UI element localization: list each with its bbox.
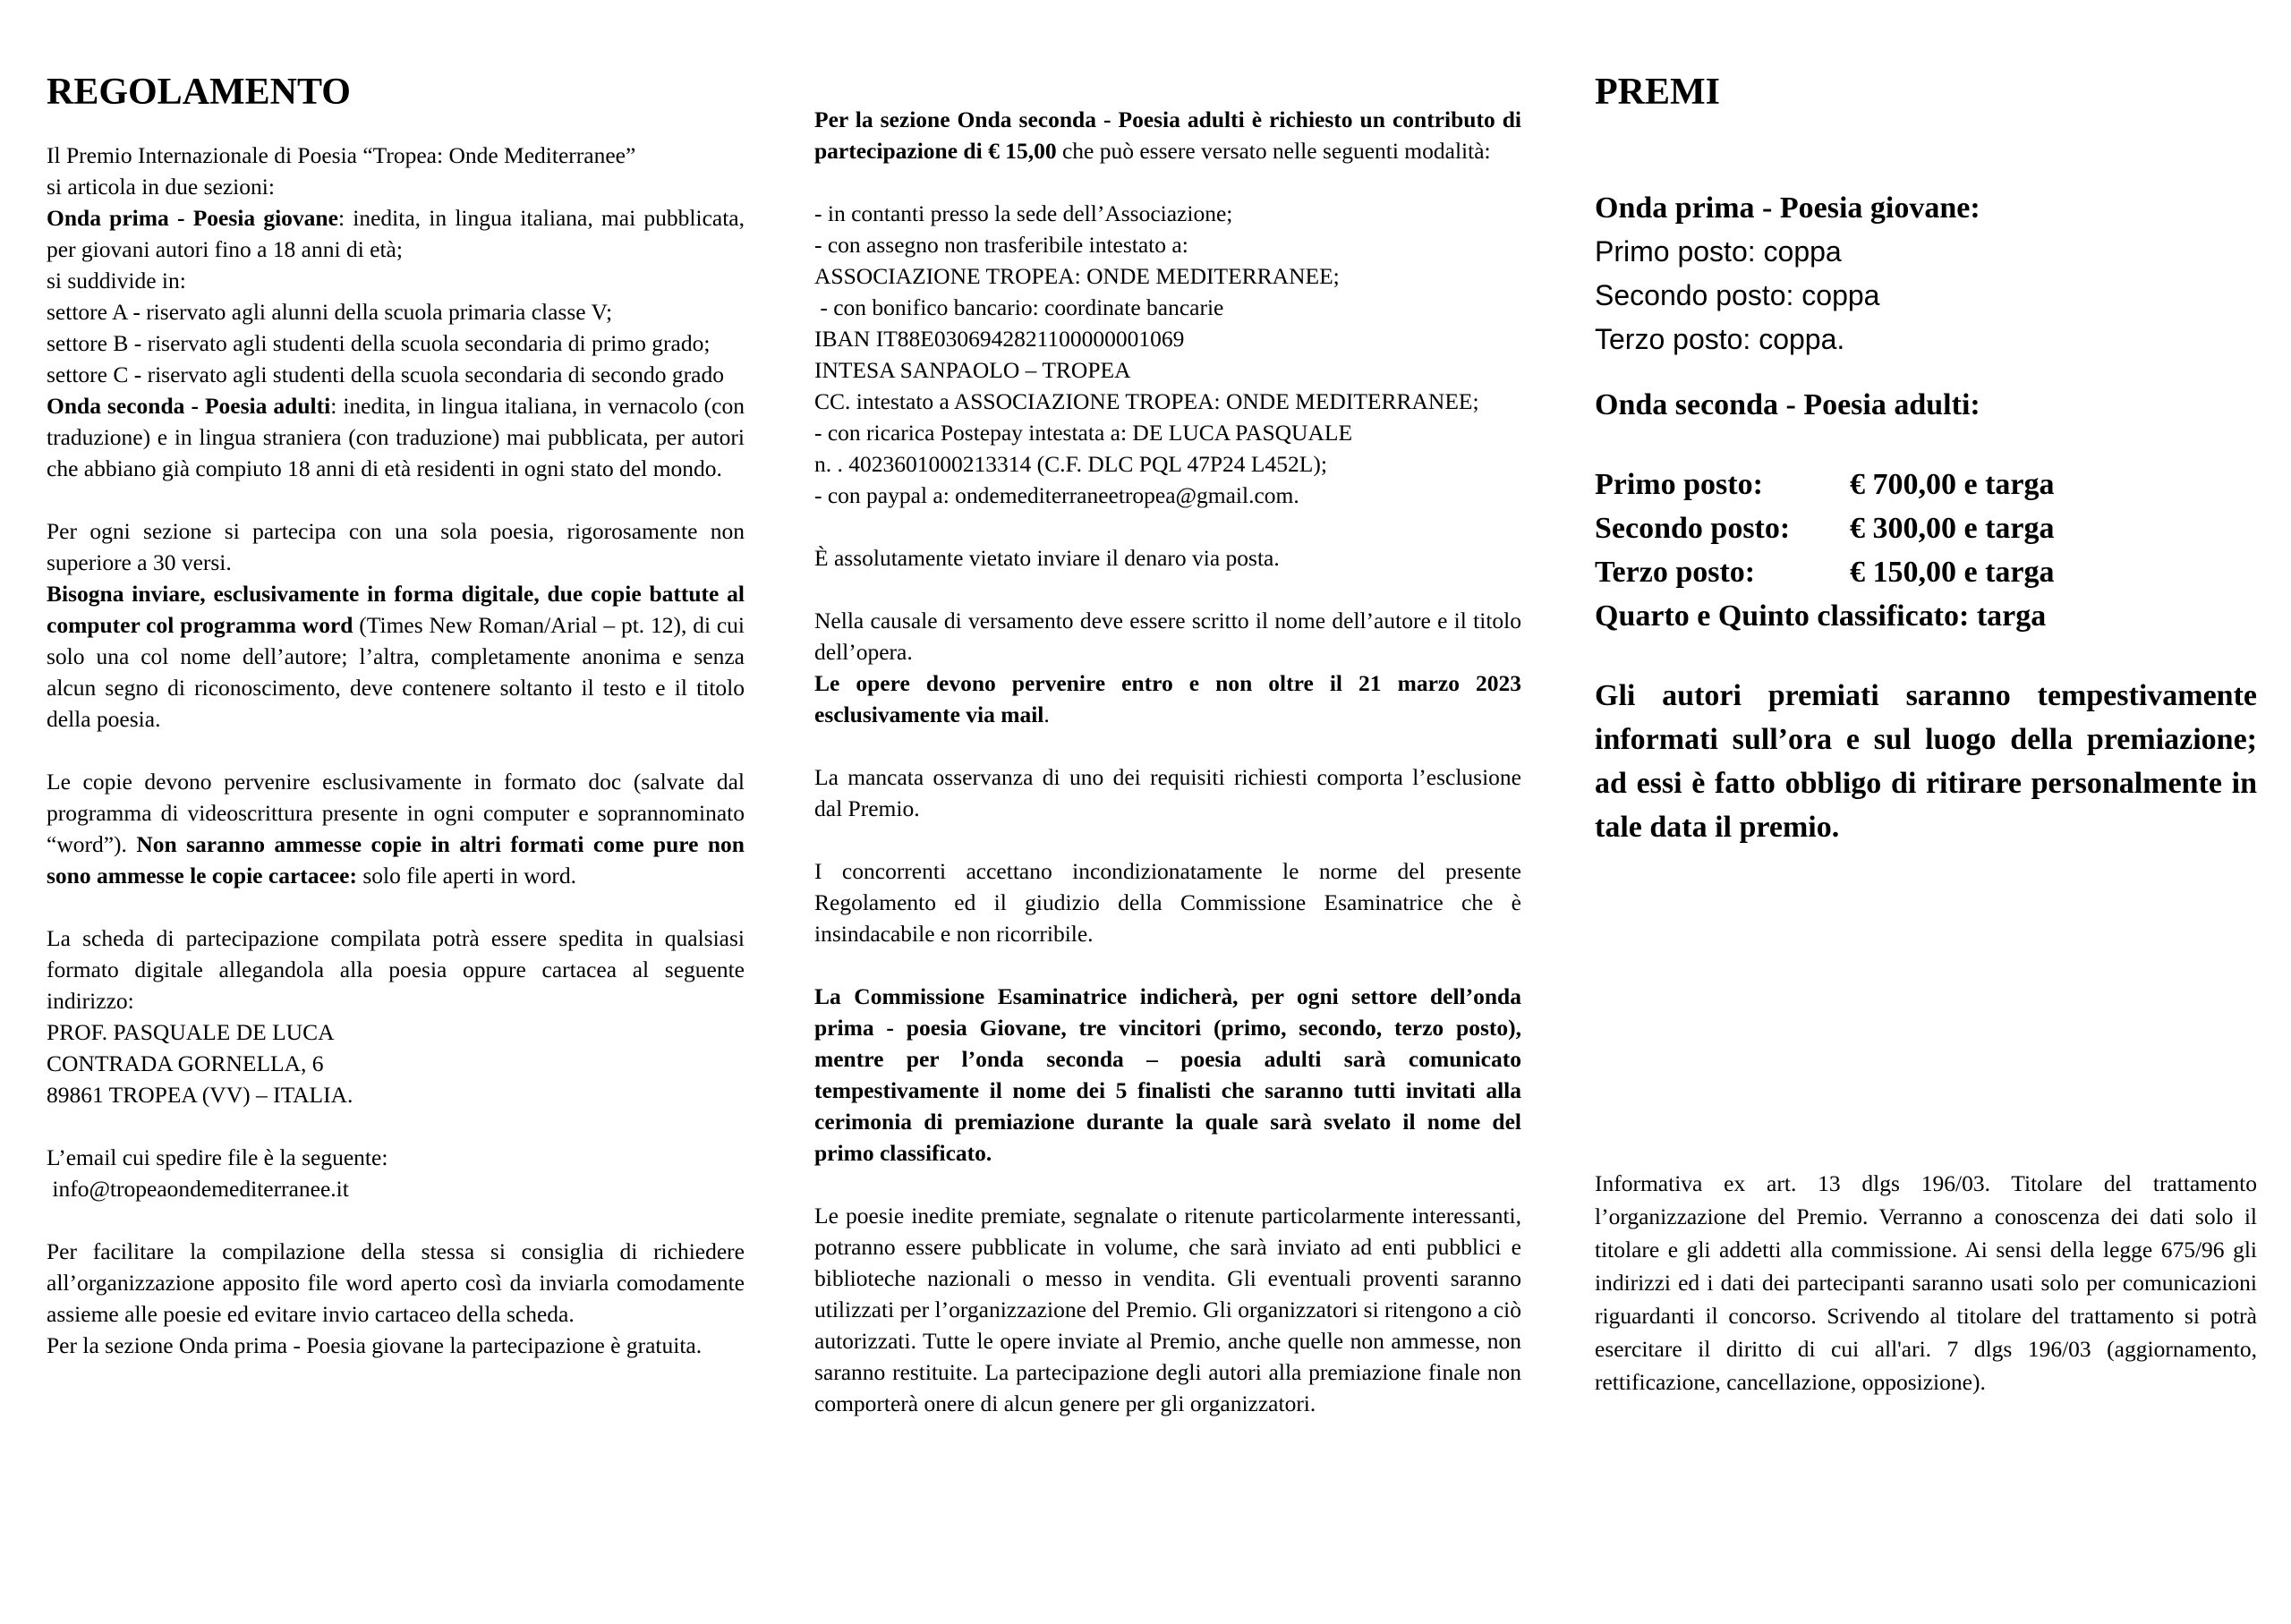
address-line-1: PROF. PASQUALE DE LUCA <box>47 1019 335 1045</box>
fee-paragraph <box>814 104 1521 166</box>
regolamento-column <box>47 70 745 1361</box>
premi-title: PREMI <box>1595 72 1720 113</box>
ceremony-notice: Gli autori premiati saranno tempestivamente informati sull’ora e sul luogo della premiazione; ad essi è fatto obbligo di ritirare personalmente in tale data il premio. <box>1595 679 2257 844</box>
deadline-end: . <box>1043 701 1050 727</box>
acceptance-rule: I concorrenti accettano incondizionatamente le norme del presente Regolamento ed il giudizio della Commissione Esaminatrice che è insindacabile e non ricorribile. <box>814 858 1521 947</box>
payment-iban: IBAN IT88E0306942821100000001069 <box>814 326 1185 352</box>
payment-causal-rule: Nella causale di versamento deve essere scritto il nome dell’autore e il titolo dell’opera. <box>814 608 1521 665</box>
single-poem-rule: Per ogni sezione si partecipa con una sola poesia, rigorosamente non superiore a 30 versi. <box>47 518 745 575</box>
form-submission-text: La scheda di partecipazione compilata potrà essere spedita in qualsiasi formato digitale allegandola alla poesia oppure cartacea al seguente indirizzo: <box>47 925 745 1014</box>
payment-account-holder: CC. intestato a ASSOCIAZIONE TROPEA: ONDE MEDITERRANEE; <box>814 388 1479 414</box>
exclusion-rule: La mancata osservanza di uno dei requisiti richiesti comporta l’esclusione dal Premio. <box>814 764 1521 821</box>
settore-a: settore A - riservato agli alunni della scuola primaria classe V; <box>47 299 613 325</box>
email-address: info@tropeaondemediterranee.it <box>47 1176 349 1202</box>
doc-format-end: solo file aperti in word. <box>356 863 576 889</box>
adult-prize-first-label: Primo posto: <box>1595 468 1763 501</box>
word-file-advice: Per facilitare la compilazione della stessa si consiglia di richiedere all’organizzazione apposito file word aperto così da inviarla comodamente assieme alle poesie ed evitare invio cartaceo della scheda. <box>47 1238 745 1327</box>
adult-prize-third-label: Terzo posto: <box>1595 556 1756 589</box>
payment-postepay-number: n. . 4023601000213314 (C.F. DLC PQL 47P24 L452L); <box>814 451 1327 477</box>
doc-format-text: Le copie devono pervenire esclusivamente in formato doc (salvate dal programma di videoscrittura presente in ogni computer e soprannominato “word”). <box>47 769 745 857</box>
deadline-bold: Le opere devono pervenire entro e non oltre il 21 marzo 2023 esclusivamente via mail <box>814 670 1521 727</box>
payment-method-postepay: - con ricarica Postepay intestata a: DE LUCA PASQUALE <box>814 420 1353 446</box>
adult-prize-third-value: € 150,00 e targa <box>1850 556 2055 589</box>
digital-copies-bold: Bisogna inviare, esclusivamente in forma digitale, due copie battute al computer col programma word <box>47 581 745 638</box>
section-onda-prima-heading: Onda prima - Poesia giovane <box>47 205 338 231</box>
payment-method-cash: - in contanti presso la sede dell’Associazione; <box>814 200 1233 226</box>
free-participation-note: Per la sezione Onda prima - Poesia giovane la partecipazione è gratuita. <box>47 1332 703 1358</box>
digital-copies-rule <box>47 578 745 735</box>
section-onda-prima <box>47 202 745 265</box>
payment-association-name: ASSOCIAZIONE TROPEA: ONDE MEDITERRANEE; <box>814 263 1340 289</box>
adult-prize-third <box>1595 550 2257 594</box>
subdivision-label: si suddivide in: <box>47 268 186 293</box>
jury-paragraph: La Commissione Esaminatrice indicherà, per ogni settore dell’onda prima - poesia Giovane, tre vincitori (primo, secondo, terzo posto), mentre per l’onda seconda – poesia adulti sarà comunicato tempestivamente il nome dei 5 finalisti che saranno tutti invitati alla cerimonia di premiazione durante la quale sarà svelato il nome del primo classificato. <box>814 983 1521 1166</box>
settore-c: settore C - riservato agli studenti della scuola secondaria di secondo grado <box>47 361 724 387</box>
regolamento-title: REGOLAMENTO <box>47 72 351 113</box>
address-line-2: CONTRADA GORNELLA, 6 <box>47 1050 324 1076</box>
deadline-rule <box>814 667 1521 730</box>
no-postal-money-rule: È assolutamente vietato inviare il denaro via posta. <box>814 545 1280 571</box>
payment-bank: INTESA SANPAOLO – TROPEA <box>814 357 1131 383</box>
section-onda-seconda <box>47 390 745 484</box>
premi-column <box>1595 70 2257 1399</box>
payment-column <box>814 104 1521 1419</box>
email-label: L’email cui spedire file è la seguente: <box>47 1144 388 1170</box>
settore-b: settore B - riservato agli studenti della scuola secondaria di primo grado; <box>47 330 711 356</box>
section-onda-seconda-text: : inedita, in lingua italiana, in vernacolo (con traduzione) e in lingua straniera (con traduzione) mai pubblicata, per autori che abbiano già compiuto 18 anni di età residenti in ogni stato del mondo. <box>47 393 745 481</box>
section-onda-prima-text: : inedita, in lingua italiana, mai pubblicata, per giovani autori fino a 18 anni di età; <box>47 205 745 262</box>
adult-prize-second-label: Secondo posto: <box>1595 512 1791 545</box>
section-onda-seconda-heading: Onda seconda - Poesia adulti <box>47 393 331 419</box>
adult-prize-first-value: € 700,00 e targa <box>1850 468 2055 501</box>
young-prize-third: Terzo posto: coppa. <box>1595 323 1845 355</box>
doc-format-bold: Non saranno ammesse copie in altri formati come pure non sono ammesse le copie cartacee: <box>47 831 745 889</box>
adult-prizes-heading: Onda seconda - Poesia adulti: <box>1595 388 1980 421</box>
intro-line-2: si articola in due sezioni: <box>47 174 275 200</box>
fee-text: che può essere versato nelle seguenti modalità: <box>1056 138 1491 164</box>
privacy-notice: Informativa ex art. 13 dlgs 196/03. Titolare del trattamento l’organizzazione del Premio. Verranno a conoscenza dei dati solo il titolare e gli addetti alla commissione. Ai sensi della legge 675/96 gli indirizzi ed i dati dei partecipanti saranno usati solo per comunicazioni riguardanti il concorso. Scrivendo al titolare del trattamento si potrà esercitare il diritto di cui all'ari. 7 dlgs 196/03 (aggiornamento, rettificazione, cancellazione, opposizione). <box>1595 1170 2257 1395</box>
digital-copies-text: (Times New Roman/Arial – pt. 12), di cui solo una col nome dell’autore; l’altra, completamente anonima e senza alcun segno di riconoscimento, deve contenere soltanto il testo e il titolo della poesia. <box>47 612 745 732</box>
doc-format-rule <box>47 766 745 891</box>
young-prize-second: Secondo posto: coppa <box>1595 279 1880 311</box>
adult-prize-second <box>1595 506 2257 550</box>
young-prize-first: Primo posto: coppa <box>1595 235 1842 268</box>
young-prizes-heading: Onda prima - Poesia giovane: <box>1595 191 1980 225</box>
adult-prize-fourth-fifth: Quarto e Quinto classificato: targa <box>1595 599 2047 633</box>
adult-prize-second-value: € 300,00 e targa <box>1850 512 2055 545</box>
adult-prize-first <box>1595 463 2257 506</box>
payment-method-transfer: - con bonifico bancario: coordinate bancarie <box>814 294 1224 320</box>
payment-method-cheque: - con assegno non trasferibile intestato a: <box>814 232 1188 258</box>
address-line-3: 89861 TROPEA (VV) – ITALIA. <box>47 1082 353 1108</box>
intro-line-1: Il Premio Internazionale di Poesia “Tropea: Onde Mediterranee” <box>47 142 636 168</box>
publication-paragraph: Le poesie inedite premiate, segnalate o ritenute particolarmente interessanti, potranno essere pubblicate in volume, che sarà inviato ad enti pubblici e biblioteche nazionali o messo in vendita. Gli eventuali proventi saranno utilizzati per l’organizzazione del Premio. Gli organizzatori si ritengono a ciò autorizzati. Tutte le opere inviate al Premio, anche quelle non ammesse, non saranno restituite. La partecipazione degli autori alla premiazione finale non comporterà onere di alcun genere per gli organizzatori. <box>814 1203 1521 1416</box>
payment-method-paypal: - con paypal a: ondemediterraneetropea@gmail.com. <box>814 482 1299 508</box>
fee-bold: Per la sezione Onda seconda - Poesia adulti è richiesto un contributo di partecipazione di € 15,00 <box>814 106 1521 164</box>
